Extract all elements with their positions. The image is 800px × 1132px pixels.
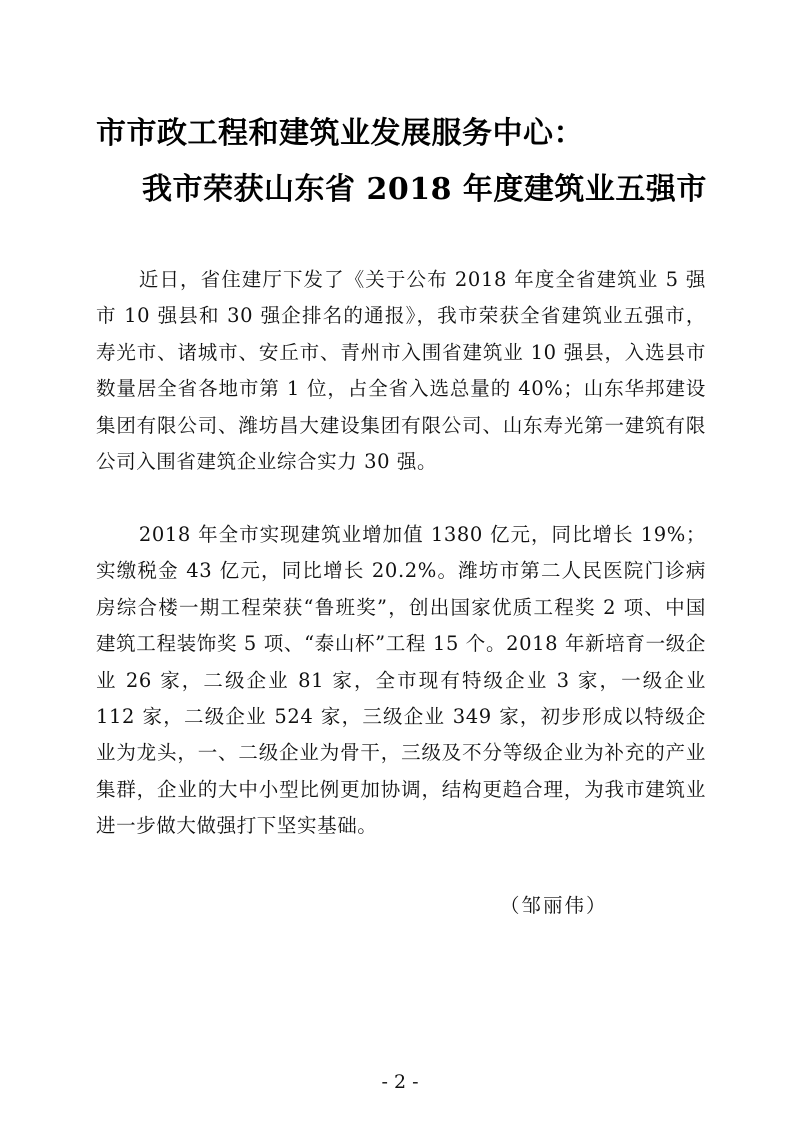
document-title-line-2: 我市荣获山东省 2018 年度建筑业五强市 <box>142 172 707 207</box>
document-title-line-1: 市市政工程和建筑业发展服务中心： <box>96 116 584 151</box>
body-paragraph-1: 近日，省住建厅下发了《关于公布 2018 年度全省建筑业 5 强市 10 强县和 30 强企排名的通报》，我市荣获全省建筑业五强市，寿光市、诸城市、安丘市、青州市入围省建筑业 10 强县，入选县市数量居全省各地市第 1 位，占全省入选总量的 40%；山东华邦建设集团有限公司、潍坊昌大建设集团有限公司、山东寿光第一建筑有限公司入围省建筑企业综合实力 30 强。 <box>96 268 706 474</box>
body-paragraph-2: 2018 年全市实现建筑业增加值 1380 亿元，同比增长 19%；实缴税金 43 亿元，同比增长 20.2%。潍坊市第二人民医院门诊病房综合楼一期工程荣获“鲁班奖”，创出国家优质工程奖 2 项、中国建筑工程装饰奖 5 项、“泰山杯”工程 15 个。2018 年新培育一级企业 26 家，二级企业 81 家，全市现有特级企业 3 家，一级企业 112 家，二级企业 524 家，三级企业 349 家，初步形成以特级企业为龙头，一、二级企业为骨干，三级及不分等级企业为补充的产业集群，企业的大中小型比例更加协调，结构更趋合理，为我市建筑业进一步做大做强打下坚实基础。 <box>96 523 706 838</box>
author-signature: （邹丽伟） <box>500 894 608 917</box>
page-number: - 2 - <box>381 1071 419 1093</box>
